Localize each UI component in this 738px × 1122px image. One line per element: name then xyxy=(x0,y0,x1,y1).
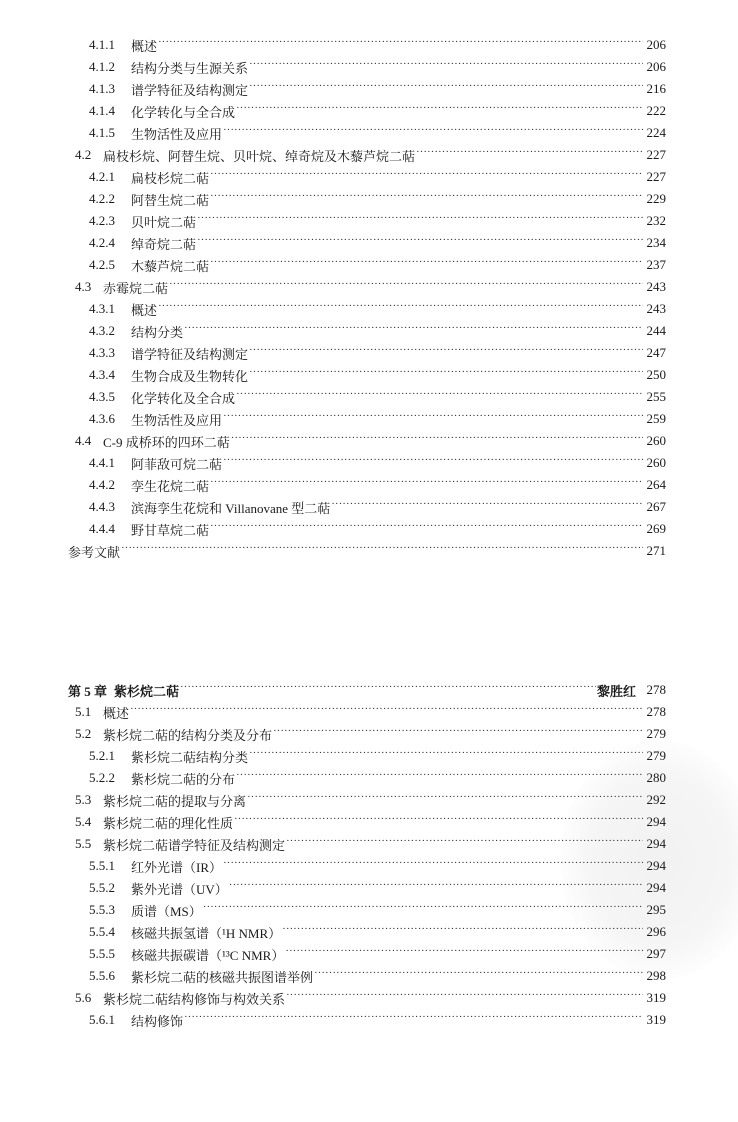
toc-entry[interactable] xyxy=(68,166,666,188)
entry-page: 264 xyxy=(646,477,666,492)
entry-number: 5.5 xyxy=(75,836,92,851)
toc-entry[interactable] xyxy=(68,789,666,811)
dot-leader xyxy=(158,302,643,316)
entry-title: 紫杉烷二萜的分布 xyxy=(131,771,236,787)
entry-page: 232 xyxy=(646,213,666,228)
toc-entry[interactable] xyxy=(68,56,666,78)
toc-entry[interactable] xyxy=(68,430,666,452)
dot-leader xyxy=(184,1013,643,1027)
entry-page: 260 xyxy=(646,455,666,470)
entry-title: 紫杉烷二萜的提取与分离 xyxy=(103,793,247,809)
entry-page: 278 xyxy=(646,704,666,719)
entry-title: 参考文献 xyxy=(68,544,121,560)
entry-title: 滨海孪生花烷和 Villanovane 型二萜 xyxy=(131,500,331,516)
dot-leader xyxy=(331,500,643,514)
entry-number: 5.6 xyxy=(75,990,92,1005)
entry-page: 229 xyxy=(646,191,666,206)
entry-title: 紫杉烷二萜结构分类 xyxy=(131,749,249,765)
entry-number: 4.1.1 xyxy=(89,37,115,52)
entry-number: 4.1.2 xyxy=(89,59,115,74)
dot-leader xyxy=(416,148,643,162)
chapter-number: 第 5 章 xyxy=(68,683,108,699)
toc-entry[interactable] xyxy=(68,540,666,562)
dot-leader xyxy=(130,705,643,719)
entry-title: 谱学特征及结构测定 xyxy=(131,346,249,362)
toc-entry[interactable] xyxy=(68,364,666,386)
toc-entry[interactable] xyxy=(68,408,666,430)
toc-entry[interactable] xyxy=(68,78,666,100)
entry-page: 250 xyxy=(646,367,666,382)
entry-page: 247 xyxy=(646,345,666,360)
entry-number: 4.2.5 xyxy=(89,257,115,272)
entry-title: 扁枝杉烷、阿替生烷、贝叶烷、绰奇烷及木藜芦烷二萜 xyxy=(103,148,416,164)
entry-page: 260 xyxy=(646,433,666,448)
entry-number: 4.3 xyxy=(75,279,92,294)
entry-number: 4.4.1 xyxy=(89,455,115,470)
dot-leader xyxy=(249,368,643,382)
toc-entry[interactable] xyxy=(68,877,666,899)
dot-leader xyxy=(223,859,643,873)
entry-title: 核磁共振碳谱（¹³C NMR） xyxy=(131,947,285,963)
entry-number: 5.6.1 xyxy=(89,1012,115,1027)
toc-entry[interactable] xyxy=(68,496,666,518)
toc-entry[interactable] xyxy=(68,342,666,364)
toc-chapter-4-section xyxy=(68,34,666,562)
entry-page: 243 xyxy=(646,279,666,294)
entry-page: 279 xyxy=(646,726,666,741)
toc-entry[interactable] xyxy=(68,276,666,298)
entry-page: 216 xyxy=(646,81,666,96)
entry-page: 294 xyxy=(646,836,666,851)
entry-title: 木藜芦烷二萜 xyxy=(131,258,210,274)
entry-title: 核磁共振氢谱（¹H NMR） xyxy=(131,925,282,941)
entry-title: 结构修饰 xyxy=(131,1013,184,1029)
dot-leader xyxy=(234,815,643,829)
entry-page: 243 xyxy=(646,301,666,316)
entry-title: 质谱（MS） xyxy=(131,903,202,919)
entry-title: 结构分类 xyxy=(131,324,184,340)
dot-leader xyxy=(249,346,643,360)
entry-number: 5.4 xyxy=(75,814,92,829)
entry-number: 4.2.4 xyxy=(89,235,115,250)
entry-number: 4.1.5 xyxy=(89,125,115,140)
entry-title: 紫杉烷二萜结构修饰与构效关系 xyxy=(103,991,286,1007)
toc-entry[interactable] xyxy=(68,943,666,965)
entry-title: 紫外光谱（UV） xyxy=(131,881,228,897)
toc-entry[interactable] xyxy=(68,298,666,320)
entry-title: 生物合成及生物转化 xyxy=(131,368,249,384)
dot-leader xyxy=(273,727,643,741)
entry-number: 4.3.2 xyxy=(89,323,115,338)
dot-leader xyxy=(158,38,643,52)
entry-title: 阿菲敌可烷二萜 xyxy=(131,456,223,472)
chapter-title: 紫杉烷二萜 xyxy=(114,683,180,699)
entry-number: 5.5.4 xyxy=(89,924,115,939)
entry-title: 概述 xyxy=(131,302,158,318)
dot-leader xyxy=(180,683,596,697)
toc-entry[interactable] xyxy=(68,899,666,921)
dot-leader xyxy=(236,771,643,785)
entry-title: 概述 xyxy=(131,38,158,54)
entry-page: 280 xyxy=(646,770,666,785)
entry-title: 紫杉烷二萜谱学特征及结构测定 xyxy=(103,837,286,853)
entry-number: 4.4 xyxy=(75,433,92,448)
entry-number: 4.3.4 xyxy=(89,367,115,382)
entry-page: 319 xyxy=(646,1012,666,1027)
entry-number: 4.1.4 xyxy=(89,103,115,118)
toc-chapter-heading[interactable] xyxy=(68,679,666,701)
entry-title: 化学转化与全合成 xyxy=(131,104,236,120)
entry-number: 5.5.3 xyxy=(89,902,115,917)
dot-leader xyxy=(223,126,643,140)
entry-page: 267 xyxy=(646,499,666,514)
entry-number: 4.2.1 xyxy=(89,169,115,184)
entry-title: 扁枝杉烷二萜 xyxy=(131,170,210,186)
toc-entry[interactable] xyxy=(68,855,666,877)
entry-number: 4.3.3 xyxy=(89,345,115,360)
entry-page: 319 xyxy=(646,990,666,1005)
dot-leader xyxy=(282,925,643,939)
toc-entry[interactable] xyxy=(68,767,666,789)
entry-page: 222 xyxy=(646,103,666,118)
entry-page: 234 xyxy=(646,235,666,250)
entry-title: C-9 成桥环的四环二萜 xyxy=(103,434,230,450)
chapter-page: 278 xyxy=(646,682,666,697)
entry-page: 295 xyxy=(646,902,666,917)
entry-title: 孪生花烷二萜 xyxy=(131,478,210,494)
dot-leader xyxy=(314,969,643,983)
entry-number: 5.5.2 xyxy=(89,880,115,895)
dot-leader xyxy=(249,749,643,763)
entry-number: 4.4.2 xyxy=(89,477,115,492)
dot-leader xyxy=(210,192,643,206)
entry-number: 4.2.3 xyxy=(89,213,115,228)
entry-number: 4.3.6 xyxy=(89,411,115,426)
toc-entry[interactable] xyxy=(68,122,666,144)
toc-entry[interactable] xyxy=(68,474,666,496)
entry-page: 294 xyxy=(646,814,666,829)
toc-entry[interactable] xyxy=(68,833,666,855)
entry-number: 5.3 xyxy=(75,792,92,807)
dot-leader xyxy=(184,324,643,338)
dot-leader xyxy=(249,82,643,96)
toc-entry[interactable] xyxy=(68,188,666,210)
entry-number: 4.4.3 xyxy=(89,499,115,514)
entry-page: 206 xyxy=(646,59,666,74)
toc-entry[interactable] xyxy=(68,965,666,987)
toc-entry[interactable] xyxy=(68,452,666,474)
entry-title: 绰奇烷二萜 xyxy=(131,236,197,252)
toc-entry[interactable] xyxy=(68,745,666,767)
entry-title: 阿替生烷二萜 xyxy=(131,192,210,208)
toc-entry[interactable] xyxy=(68,386,666,408)
entry-number: 4.4.4 xyxy=(89,521,115,536)
toc-entry[interactable] xyxy=(68,518,666,540)
toc-entry[interactable] xyxy=(68,1009,666,1031)
dot-leader xyxy=(223,412,643,426)
toc-entry[interactable] xyxy=(68,144,666,166)
entry-page: 206 xyxy=(646,37,666,52)
dot-leader xyxy=(229,881,643,895)
dot-leader xyxy=(231,434,643,448)
entry-page: 298 xyxy=(646,968,666,983)
dot-leader xyxy=(247,793,643,807)
entry-page: 244 xyxy=(646,323,666,338)
entry-page: 279 xyxy=(646,748,666,763)
dot-leader xyxy=(223,456,643,470)
toc-entry[interactable] xyxy=(68,34,666,56)
entry-page: 297 xyxy=(646,946,666,961)
chapter-author: 黎胜红 xyxy=(596,683,636,699)
toc-entry[interactable] xyxy=(68,320,666,342)
dot-leader xyxy=(121,544,643,558)
entry-page: 271 xyxy=(646,543,666,558)
dot-leader xyxy=(249,60,643,74)
entry-page: 255 xyxy=(646,389,666,404)
dot-leader xyxy=(197,214,643,228)
toc-entry[interactable] xyxy=(68,723,666,745)
toc-entry[interactable] xyxy=(68,232,666,254)
dot-leader xyxy=(236,104,643,118)
entry-number: 5.5.1 xyxy=(89,858,115,873)
entry-page: 227 xyxy=(646,169,666,184)
entry-page: 294 xyxy=(646,880,666,895)
toc-entry[interactable] xyxy=(68,921,666,943)
dot-leader xyxy=(203,903,643,917)
entry-title: 紫杉烷二萜的结构分类及分布 xyxy=(103,727,273,743)
entry-page: 294 xyxy=(646,858,666,873)
entry-number: 5.5.6 xyxy=(89,968,115,983)
dot-leader xyxy=(169,280,643,294)
entry-title: 生物活性及应用 xyxy=(131,126,223,142)
entry-number: 4.1.3 xyxy=(89,81,115,96)
entry-title: 生物活性及应用 xyxy=(131,412,223,428)
entry-number: 5.2 xyxy=(75,726,92,741)
entry-number: 5.2.1 xyxy=(89,748,115,763)
entry-page: 292 xyxy=(646,792,666,807)
entry-number: 4.3.5 xyxy=(89,389,115,404)
entry-title: 化学转化及全合成 xyxy=(131,390,236,406)
entry-number: 5.1 xyxy=(75,704,92,719)
dot-leader xyxy=(210,170,643,184)
entry-page: 224 xyxy=(646,125,666,140)
toc-entry[interactable] xyxy=(68,987,666,1009)
dot-leader xyxy=(286,991,643,1005)
entry-page: 269 xyxy=(646,521,666,536)
entry-title: 谱学特征及结构测定 xyxy=(131,82,249,98)
entry-number: 4.2.2 xyxy=(89,191,115,206)
entry-title: 贝叶烷二萜 xyxy=(131,214,197,230)
entry-page: 259 xyxy=(646,411,666,426)
entry-page: 227 xyxy=(646,147,666,162)
toc-entry[interactable] xyxy=(68,701,666,723)
dot-leader xyxy=(210,522,643,536)
entry-page: 296 xyxy=(646,924,666,939)
entry-title: 紫杉烷二萜的核磁共振图谱举例 xyxy=(131,969,314,985)
entry-title: 紫杉烷二萜的理化性质 xyxy=(103,815,234,831)
entry-title: 概述 xyxy=(103,705,130,721)
entry-number: 5.2.2 xyxy=(89,770,115,785)
dot-leader xyxy=(197,236,643,250)
dot-leader xyxy=(210,478,643,492)
dot-leader xyxy=(236,390,643,404)
entry-title: 野甘草烷二萜 xyxy=(131,522,210,538)
toc-entry[interactable] xyxy=(68,100,666,122)
toc-entry[interactable] xyxy=(68,254,666,276)
entry-number: 4.2 xyxy=(75,147,92,162)
entry-title: 结构分类与生源关系 xyxy=(131,60,249,76)
dot-leader xyxy=(210,258,643,272)
toc-chapter-5-section xyxy=(68,679,666,1031)
entry-number: 4.3.1 xyxy=(89,301,115,316)
toc-entry[interactable] xyxy=(68,210,666,232)
dot-leader xyxy=(285,947,643,961)
entry-page: 237 xyxy=(646,257,666,272)
dot-leader xyxy=(286,837,643,851)
entry-title: 红外光谱（IR） xyxy=(131,859,223,875)
toc-entry[interactable] xyxy=(68,811,666,833)
entry-number: 5.5.5 xyxy=(89,946,115,961)
entry-title: 赤霉烷二萜 xyxy=(103,280,169,296)
